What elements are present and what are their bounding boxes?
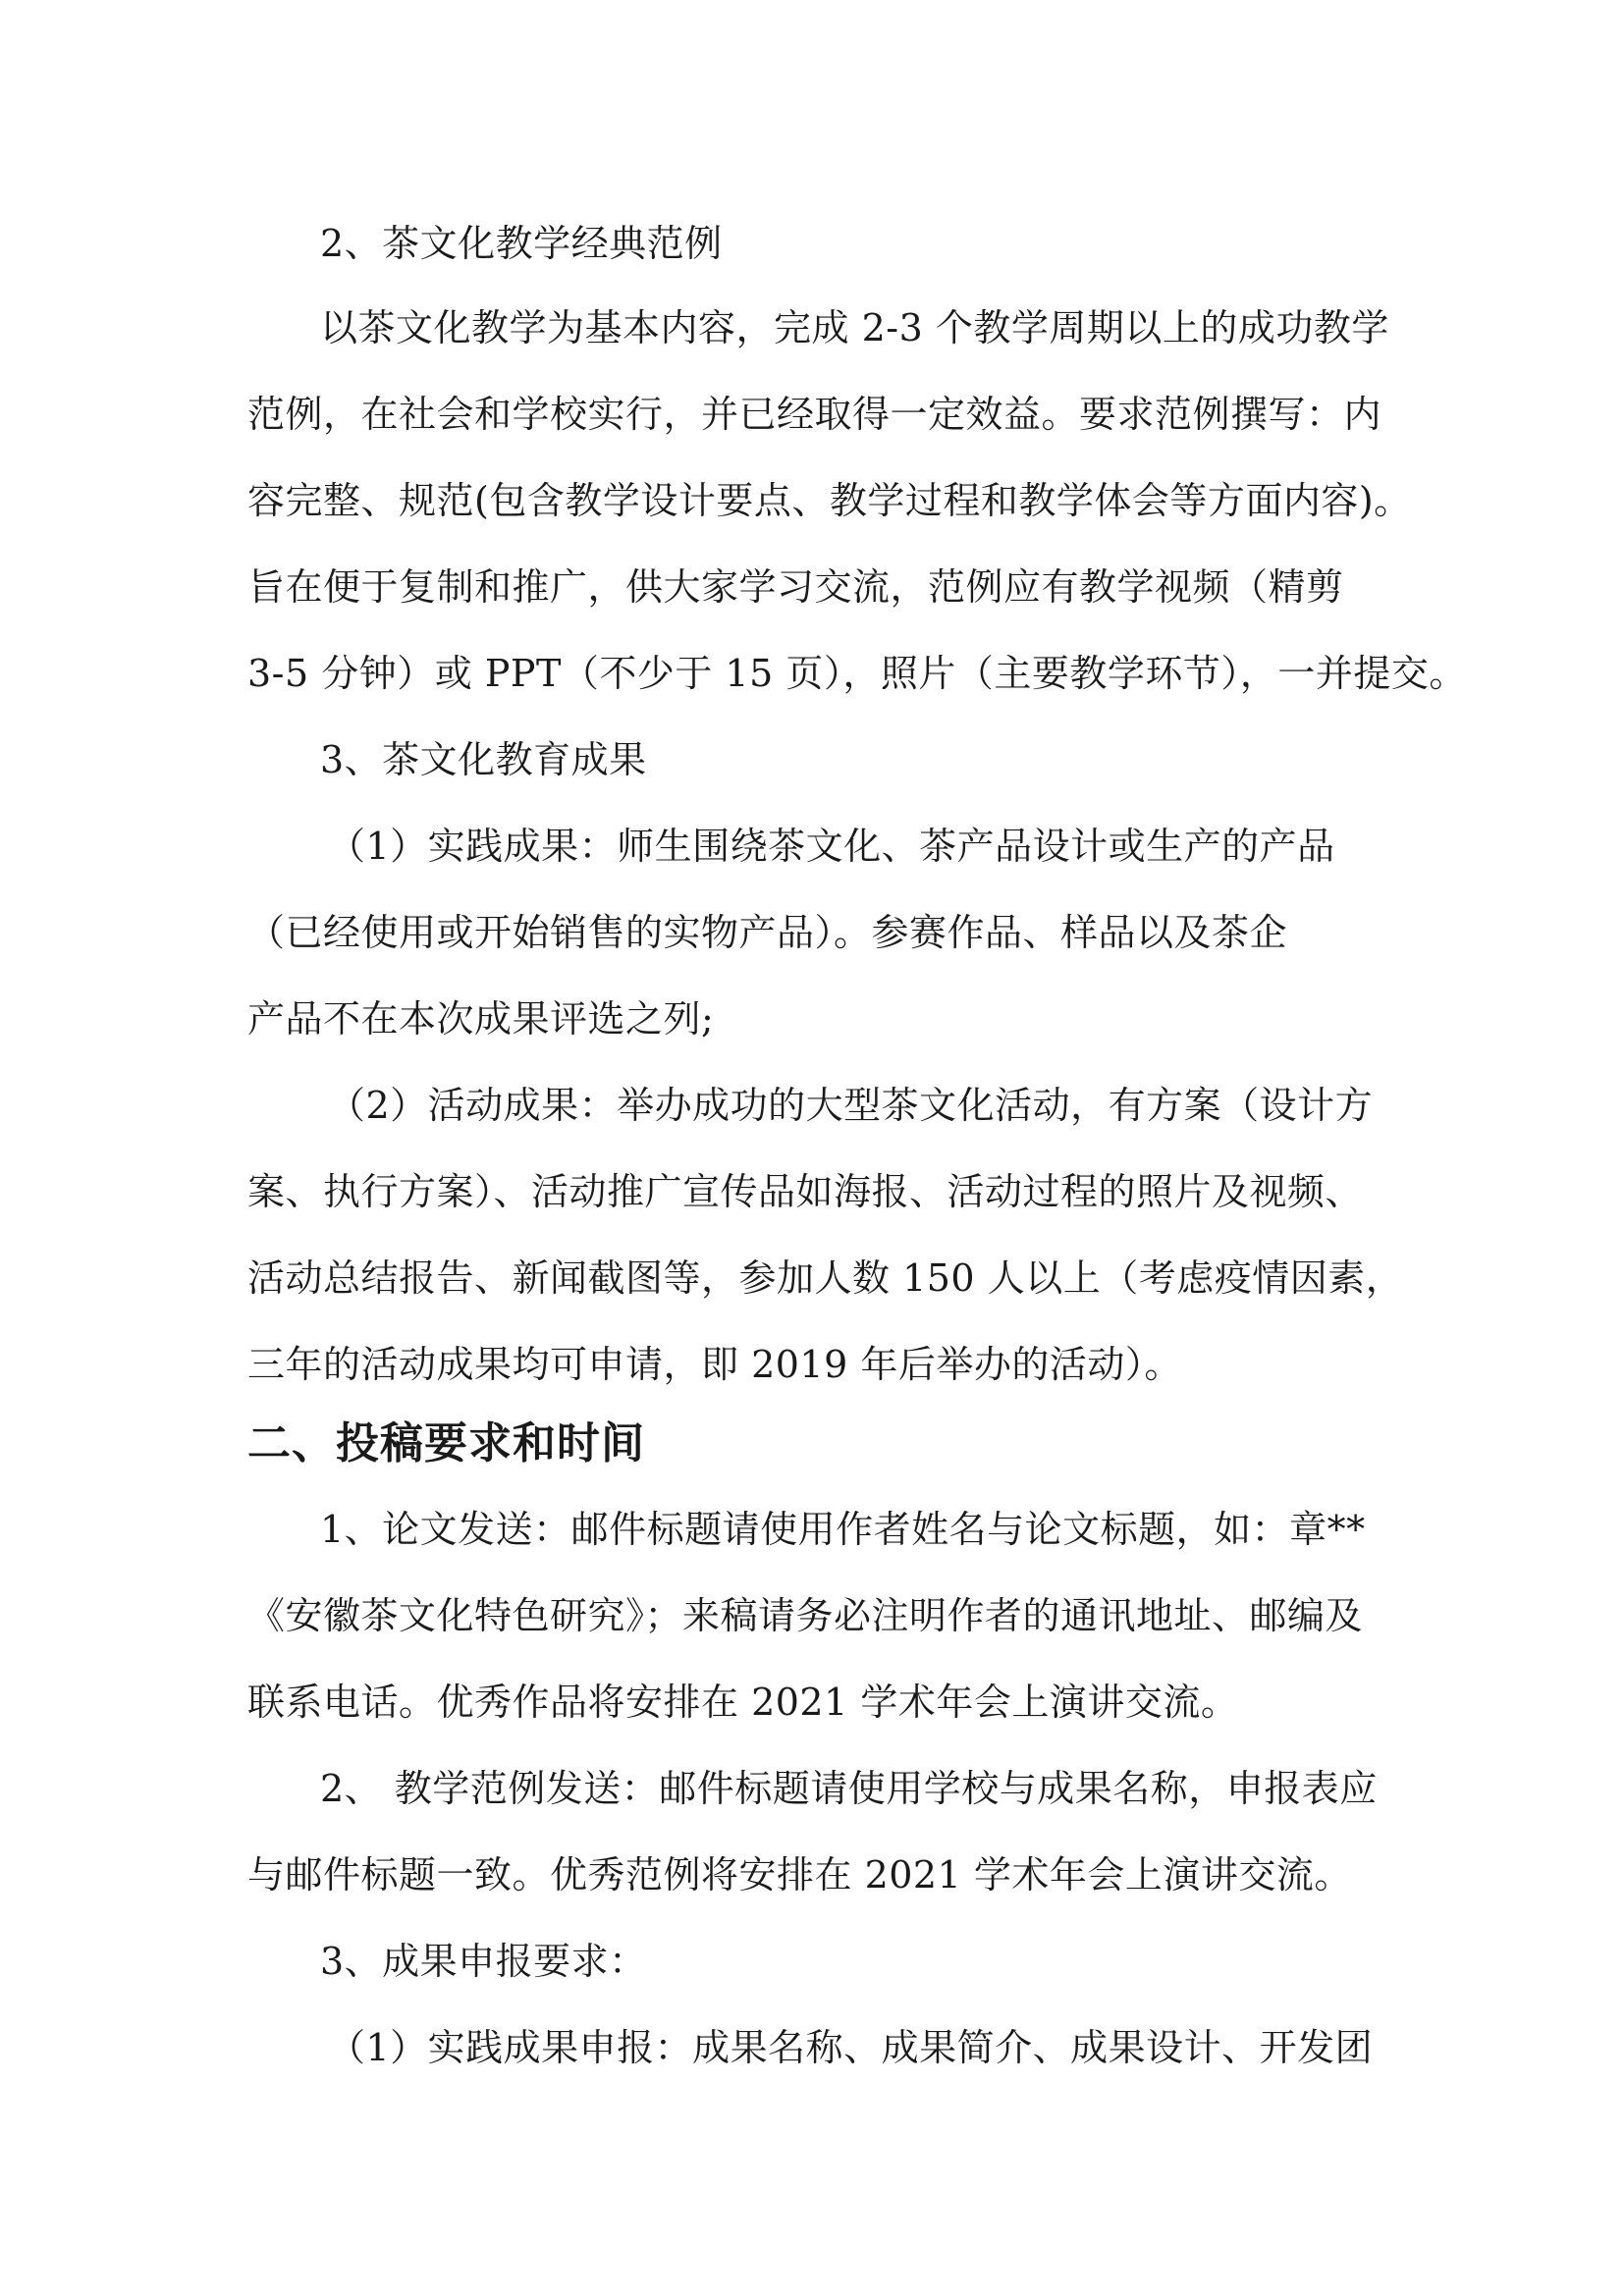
paragraph-line: （1）实践成果申报：成果名称、成果简介、成果设计、开发团 <box>328 2026 1374 2069</box>
paragraph-line: 案、执行方案）、活动推广宣传品如海报、活动过程的照片及视频、 <box>247 1170 1364 1213</box>
paragraph-line: 旨在便于复制和推广，供大家学习交流，范例应有教学视频（精剪 <box>247 565 1344 609</box>
paragraph-line: 产品不在本次成果评选之列; <box>247 997 715 1041</box>
paragraph-line: 联系电话。优秀作品将安排在 2021 学术年会上演讲交流。 <box>247 1681 1239 1724</box>
paragraph-line: （已经使用或开始销售的实物产品）。参赛作品、样品以及茶企 <box>247 911 1288 954</box>
paragraph-line: （2）活动成果：举办成功的大型茶文化活动，有方案（设计方 <box>328 1084 1374 1127</box>
paragraph-line: 3、成果申报要求： <box>320 1940 647 1983</box>
paragraph-line: 活动总结报告、新闻截图等，参加人数 150 人以上（考虑疫情因素， <box>247 1256 1404 1300</box>
paragraph-line: 3-5 分钟）或 PPT（不少于 15 页），照片（主要教学环节），一并提交。 <box>247 652 1467 695</box>
paragraph-line: 2、 教学范例发送：邮件标题请使用学校与成果名称，申报表应 <box>320 1767 1378 1810</box>
paragraph-line: （1）实践成果：师生围绕茶文化、茶产品设计或生产的产品 <box>328 825 1335 868</box>
paragraph-line: 以茶文化教学为基本内容，完成 2-3 个教学周期以上的成功教学 <box>320 306 1389 349</box>
subheading-education-achievements: 3、茶文化教育成果 <box>320 738 647 781</box>
subheading-teaching-examples: 2、茶文化教学经典范例 <box>320 222 723 265</box>
paragraph-line: 与邮件标题一致。优秀范例将安排在 2021 学术年会上演讲交流。 <box>247 1853 1352 1896</box>
section-heading: 二、投稿要求和时间 <box>247 1418 645 1468</box>
paragraph-line: 容完整、规范(包含教学设计要点、教学过程和教学体会等方面内容)。 <box>247 479 1412 522</box>
paragraph-line: 三年的活动成果均可申请，即 2019 年后举办的活动）。 <box>247 1343 1182 1386</box>
paragraph-line: 范例，在社会和学校实行，并已经取得一定效益。要求范例撰写：内 <box>247 393 1382 436</box>
paragraph-line: 《安徽茶文化特色研究》；来稿请务必注明作者的通讯地址、邮编及 <box>247 1594 1364 1637</box>
paragraph-line: 1、论文发送：邮件标题请使用作者姓名与论文标题，如：章** <box>320 1508 1366 1551</box>
